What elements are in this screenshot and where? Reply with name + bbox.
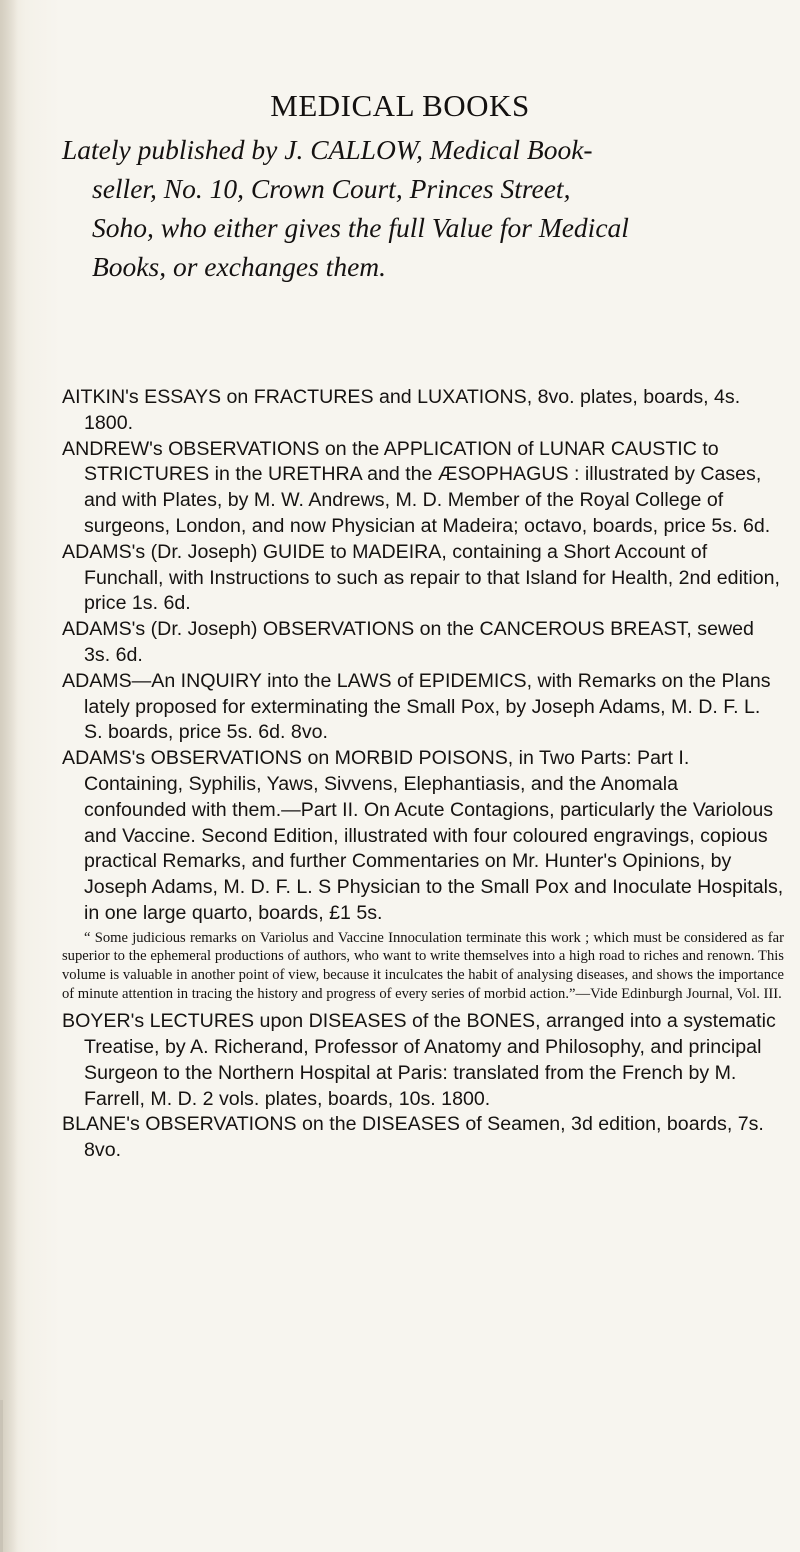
page-gutter-shadow (0, 0, 18, 1552)
intro-line: Soho, who either gives the full Value for Medical (92, 212, 629, 243)
publisher-intro (62, 130, 772, 286)
intro-line: seller, No. 10, Crown Court, Princes Street, (92, 173, 571, 204)
book-entry-andrew: ANDREW's OBSERVATIONS on the APPLICATION of LUNAR CAUSTIC to STRICTURES in the URETHRA and the ÆSOPHAGUS : illustrated by Cases, and with Plates, by M. W. Andrews, M. D. Member of the Royal College of surgeons, London, and now Physician at Madeira; octavo, boards, price 5s. 6d. (62, 437, 771, 537)
book-entry-adams-cancerous-breast: ADAMS's (Dr. Joseph) OBSERVATIONS on the CANCEROUS BREAST, sewed 3s. 6d. (62, 618, 754, 666)
review-quote: “ Some judicious remarks on Variolus and Vaccine Innoculation terminate this work ; which must be considered as far superior to the ephemeral productions of authors, who want to write themselves into a high road to riches and renown. This volume is valuable in another point of view, because it inculcates the habit of analysing diseases, and shows the importance of minute attention in tracing the history and progress of every series of morbid action.”—Vide Edinburgh Journal, Vol. III. (62, 929, 784, 1002)
book-entry-adams-morbid-poisons: ADAMS's OBSERVATIONS on MORBID POISONS, in Two Parts: Part I. Containing, Syphilis, Yaws, Sivvens, Elephantiasis, and the Anomala confounded with them.—Part II. On Acute Contagions, particularly the Variolous and Vaccine. Second Edition, illustrated with four coloured engravings, copious practical Remarks, and further Commentaries on Mr. Hunter's Opinions, by Joseph Adams, M. D. F. L. S Physician to the Small Pox and Inoculate Hospitals, in one large quarto, boards, £1 5s. (62, 747, 784, 924)
book-entry-aitkin: AITKIN's ESSAYS on FRACTURES and LUXATIONS, 8vo. plates, boards, 4s. 1800. (62, 386, 741, 434)
intro-line: Lately published by J. CALLOW, Medical Book- (62, 134, 593, 165)
book-entry-adams-guide: ADAMS's (Dr. Joseph) GUIDE to MADEIRA, containing a Short Account of Funchall, with Instructions to such as repair to that Island for Health, 2nd edition, price 1s. 6d. (62, 540, 780, 615)
book-entry-blane: BLANE's OBSERVATIONS on the DISEASES of Seamen, 3d edition, boards, 7s. 8vo. (62, 1113, 764, 1162)
book-entry-boyer: BOYER's LECTURES upon DISEASES of the BONES, arranged into a systematic Treatise, by A. Richerand, Professor of Anatomy and Philosophy, and principal Surgeon to the Northern Hospital at Paris: translated from the French by M. Farrell, M. D. 2 vols. plates, boards, 10s. 1800. (62, 1010, 776, 1110)
intro-line: Books, or exchanges them. (92, 251, 387, 282)
book-list (62, 385, 784, 1164)
page-heading: MEDICAL BOOKS (270, 88, 530, 123)
book-entry-adams-epidemics: ADAMS—An INQUIRY into the LAWS of EPIDEMICS, with Remarks on the Plans lately proposed for exterminating the Small Pox, by Joseph Adams, M. D. F. L. S. boards, price 5s. 6d. 8vo. (62, 669, 771, 744)
page-edge-rule (0, 1400, 3, 1552)
